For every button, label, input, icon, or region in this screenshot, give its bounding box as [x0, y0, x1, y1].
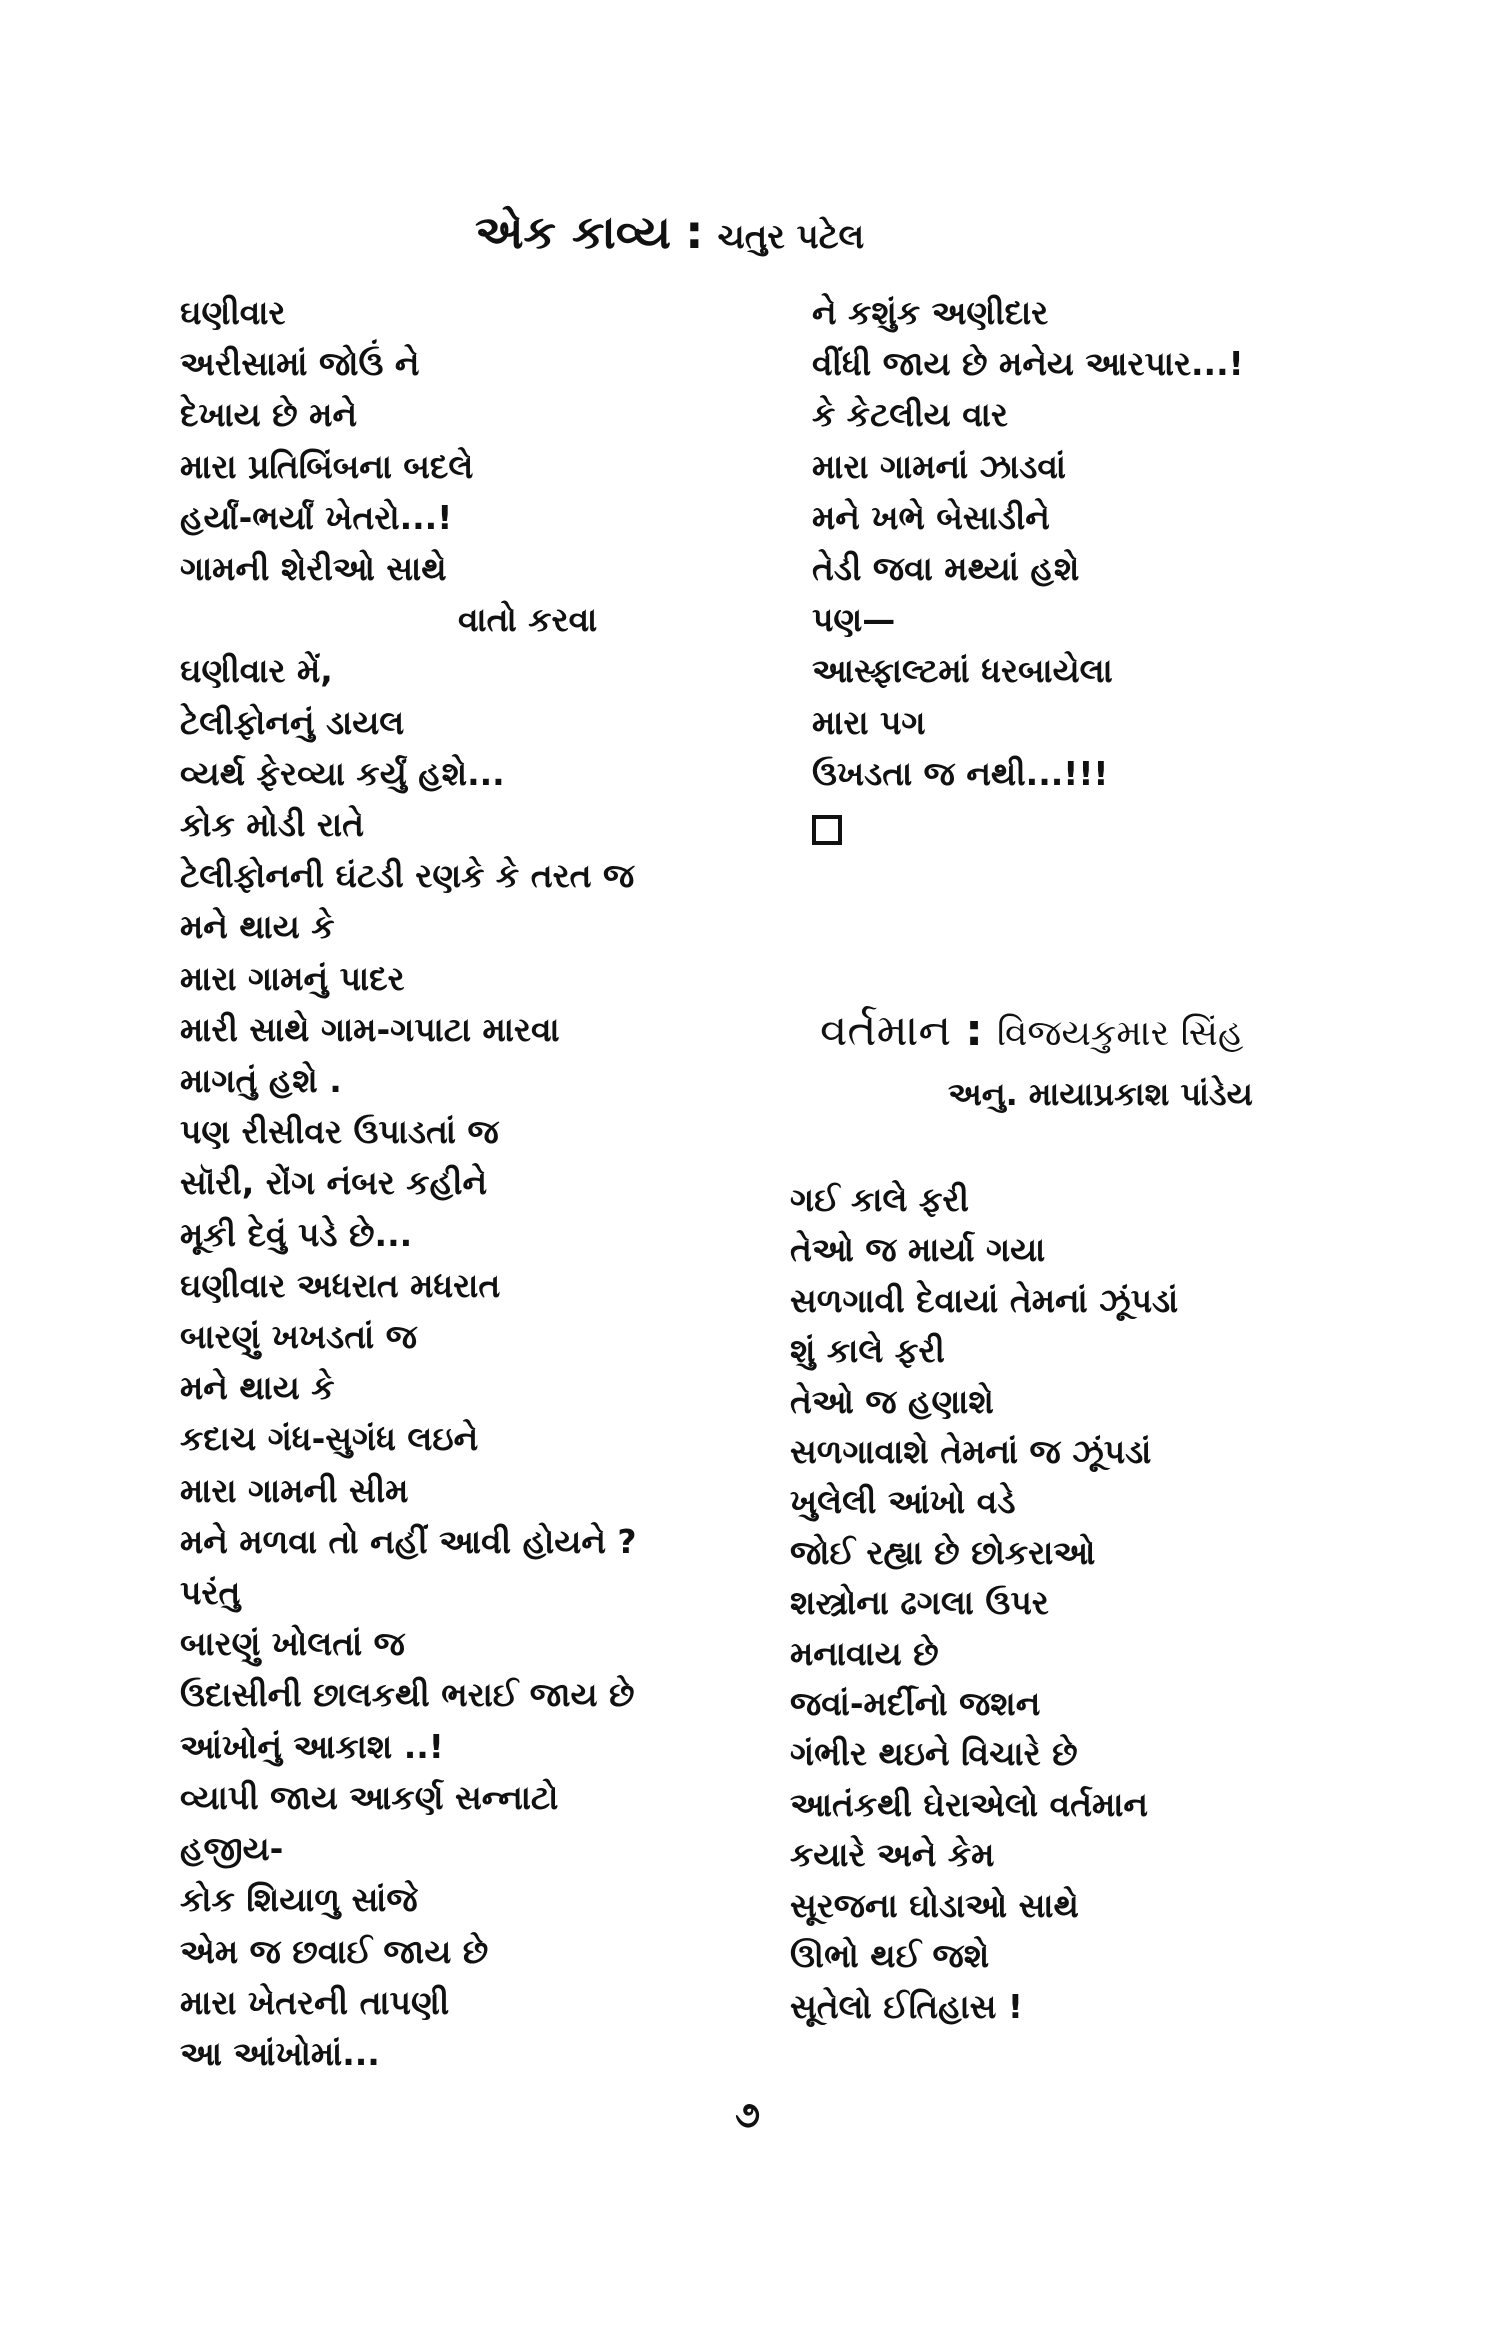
poem-line: કયારે અને કેમ	[790, 1835, 995, 1875]
poem-line: પણ—	[812, 600, 896, 640]
poem1-author: ચતુર પટેલ	[717, 217, 865, 257]
square-end-mark-icon	[812, 815, 842, 845]
poem-line: મારા ખેતરની તાપણી	[180, 1982, 450, 2022]
poem-line: મનાવાય છે	[790, 1633, 939, 1673]
poem-line: બારણું ખખડતાં જ	[180, 1317, 417, 1357]
poem-line: મને થાય કે	[180, 907, 335, 947]
poem-line: તેઓ જ માર્યા ગયા	[790, 1230, 1046, 1270]
poem-line: પણ રીસીવર ઉપાડતાં જ	[180, 1112, 499, 1152]
poem-line: ઘણીવાર	[180, 293, 286, 332]
page-number: ૭	[735, 2095, 761, 2136]
poem-line: મને મળવા તો નહીં આવી હોયને ?	[180, 1521, 637, 1561]
poem-line: ટેલીફોનની ઘંટડી રણકે કે તરત જ	[180, 856, 635, 896]
poem-line: માગતું હશે .	[180, 1061, 342, 1101]
poem2-title-separator: :	[965, 1005, 983, 1056]
poem2-author: વિજયકુમાર સિંહ	[996, 1013, 1244, 1054]
poem1-heading	[475, 205, 864, 261]
poem-line: ઘણીવાર મેં,	[180, 651, 333, 691]
poem-line: ઘણીવાર અધરાત મધરાત	[180, 1265, 501, 1305]
poem-line: મારી સાથે ગામ-ગપાટા મારવા	[180, 1009, 560, 1049]
poem-line: મારા ગામનાં ઝાડવાં	[812, 446, 1066, 486]
poem-line: આતંકથી ઘેરાએલો વર્તમાન	[790, 1784, 1148, 1824]
poem2-title: વર્તમાન	[820, 1005, 952, 1056]
poem-line: ગંભીર થઇને વિચારે છે	[790, 1734, 1078, 1774]
poem-line: મારા પ્રતિબિંબના બદલે	[180, 446, 474, 486]
poem-line: એમ જ છવાઈ જાય છે	[180, 1931, 489, 1971]
poem-line: પરંતુ	[180, 1573, 241, 1613]
poem-line: સૂરજના ઘોડાઓ સાથે	[790, 1885, 1079, 1925]
poem-line: ને કશુંક અણીદાર	[812, 293, 1049, 332]
poem-line: તેડી જવા મથ્યાં હશે	[812, 549, 1080, 589]
poem-line: જવાં-મર્દીનો જશન	[790, 1684, 1041, 1724]
poem-line: મારા ગામનું પાદર	[180, 958, 405, 998]
poem-line: તેઓ જ હણાશે	[790, 1381, 994, 1421]
poem-line: કોક શિયાળુ સાંજે	[180, 1880, 418, 1920]
poem-line: ઊભો થઈ જશે	[790, 1936, 990, 1976]
poem-line: સળગાવી દેવાયાં તેમનાં ઝૂંપડાં	[790, 1280, 1179, 1320]
poem-line: કે કેટલીય વાર	[812, 395, 1008, 435]
poem-line: શું કાલે ફરી	[790, 1331, 945, 1371]
poem-line: ટેલીફોનનું ડાયલ	[180, 702, 405, 742]
poem-line: ગામની શેરીઓ સાથે	[180, 549, 447, 589]
poem-line: કોક મોડી રાતે	[180, 805, 364, 845]
poem-line: આંખોનું આકાશ ..!	[180, 1726, 444, 1766]
poem-line: સળગાવાશે તેમનાં જ ઝૂંપડાં	[790, 1432, 1152, 1472]
poem-line: વીંધી જાય છે મનેય આરપાર...!	[812, 344, 1244, 384]
poem-line: શસ્ત્રોના ઢગલા ઉપર	[790, 1583, 1049, 1623]
poem-line: મારા ગામની સીમ	[180, 1470, 409, 1510]
poem1-right-column	[812, 287, 1244, 845]
poem-line: વ્યાપી જાય આકર્ણ સન્નાટો	[180, 1777, 559, 1817]
poem-line: દેખાય છે મને	[180, 395, 358, 435]
poem-line: સૉરી, રોંગ નંબર કહીને	[180, 1163, 488, 1203]
poem-line: મારા પગ	[812, 702, 926, 742]
poem-line: ઉદાસીની છાલકથી ભરાઈ જાય છે	[180, 1675, 635, 1715]
poem-line: આ આંખોમાં...	[180, 2033, 380, 2073]
poem-line: કદાચ ગંધ-સુગંધ લઇને	[180, 1419, 479, 1459]
poem-line: સૂતેલો ઈતિહાસ !	[790, 1986, 1023, 2026]
poem-line: ગઈ કાલે ફરી	[790, 1180, 969, 1219]
poem1-title: એક કાવ્ય	[475, 205, 672, 259]
poem1-left-column	[180, 287, 637, 2079]
poem-line: જોઈ રહ્યા છે છોકરાઓ	[790, 1532, 1096, 1572]
poem2-translator: અનુ. માયાપ્રકાશ પાંડેય	[948, 1075, 1253, 1113]
poem-line: બારણું ખોલતાં જ	[180, 1624, 405, 1664]
poem-line: અરીસામાં જોઉં ને	[180, 344, 420, 384]
poem-line: મૂકી દેવું પડે છે...	[180, 1214, 413, 1254]
poem-line: મને થાય કે	[180, 1368, 335, 1408]
poem-line: વાતો કરવા	[458, 600, 598, 640]
poem-line: આસ્ફાલ્ટમાં ધરબાયેલા	[812, 651, 1113, 691]
poem-line: ખુલેલી આંખો વડે	[790, 1482, 1016, 1522]
poem2-body	[790, 1175, 1178, 2032]
poem-line: વ્યર્થ ફેરવ્યા કર્યું હશે...	[180, 753, 505, 793]
poem1-title-separator: :	[685, 205, 704, 259]
poem-line: મને ખભે બેસાડીને	[812, 497, 1050, 537]
poem2-heading	[820, 1005, 1244, 1056]
poem-line: ઉખડતા જ નથી...!!!	[812, 753, 1109, 793]
poem-line: હર્યાં-ભર્યાં ખેતરો...!	[180, 497, 453, 537]
poem-line: હજીય-	[180, 1829, 284, 1869]
